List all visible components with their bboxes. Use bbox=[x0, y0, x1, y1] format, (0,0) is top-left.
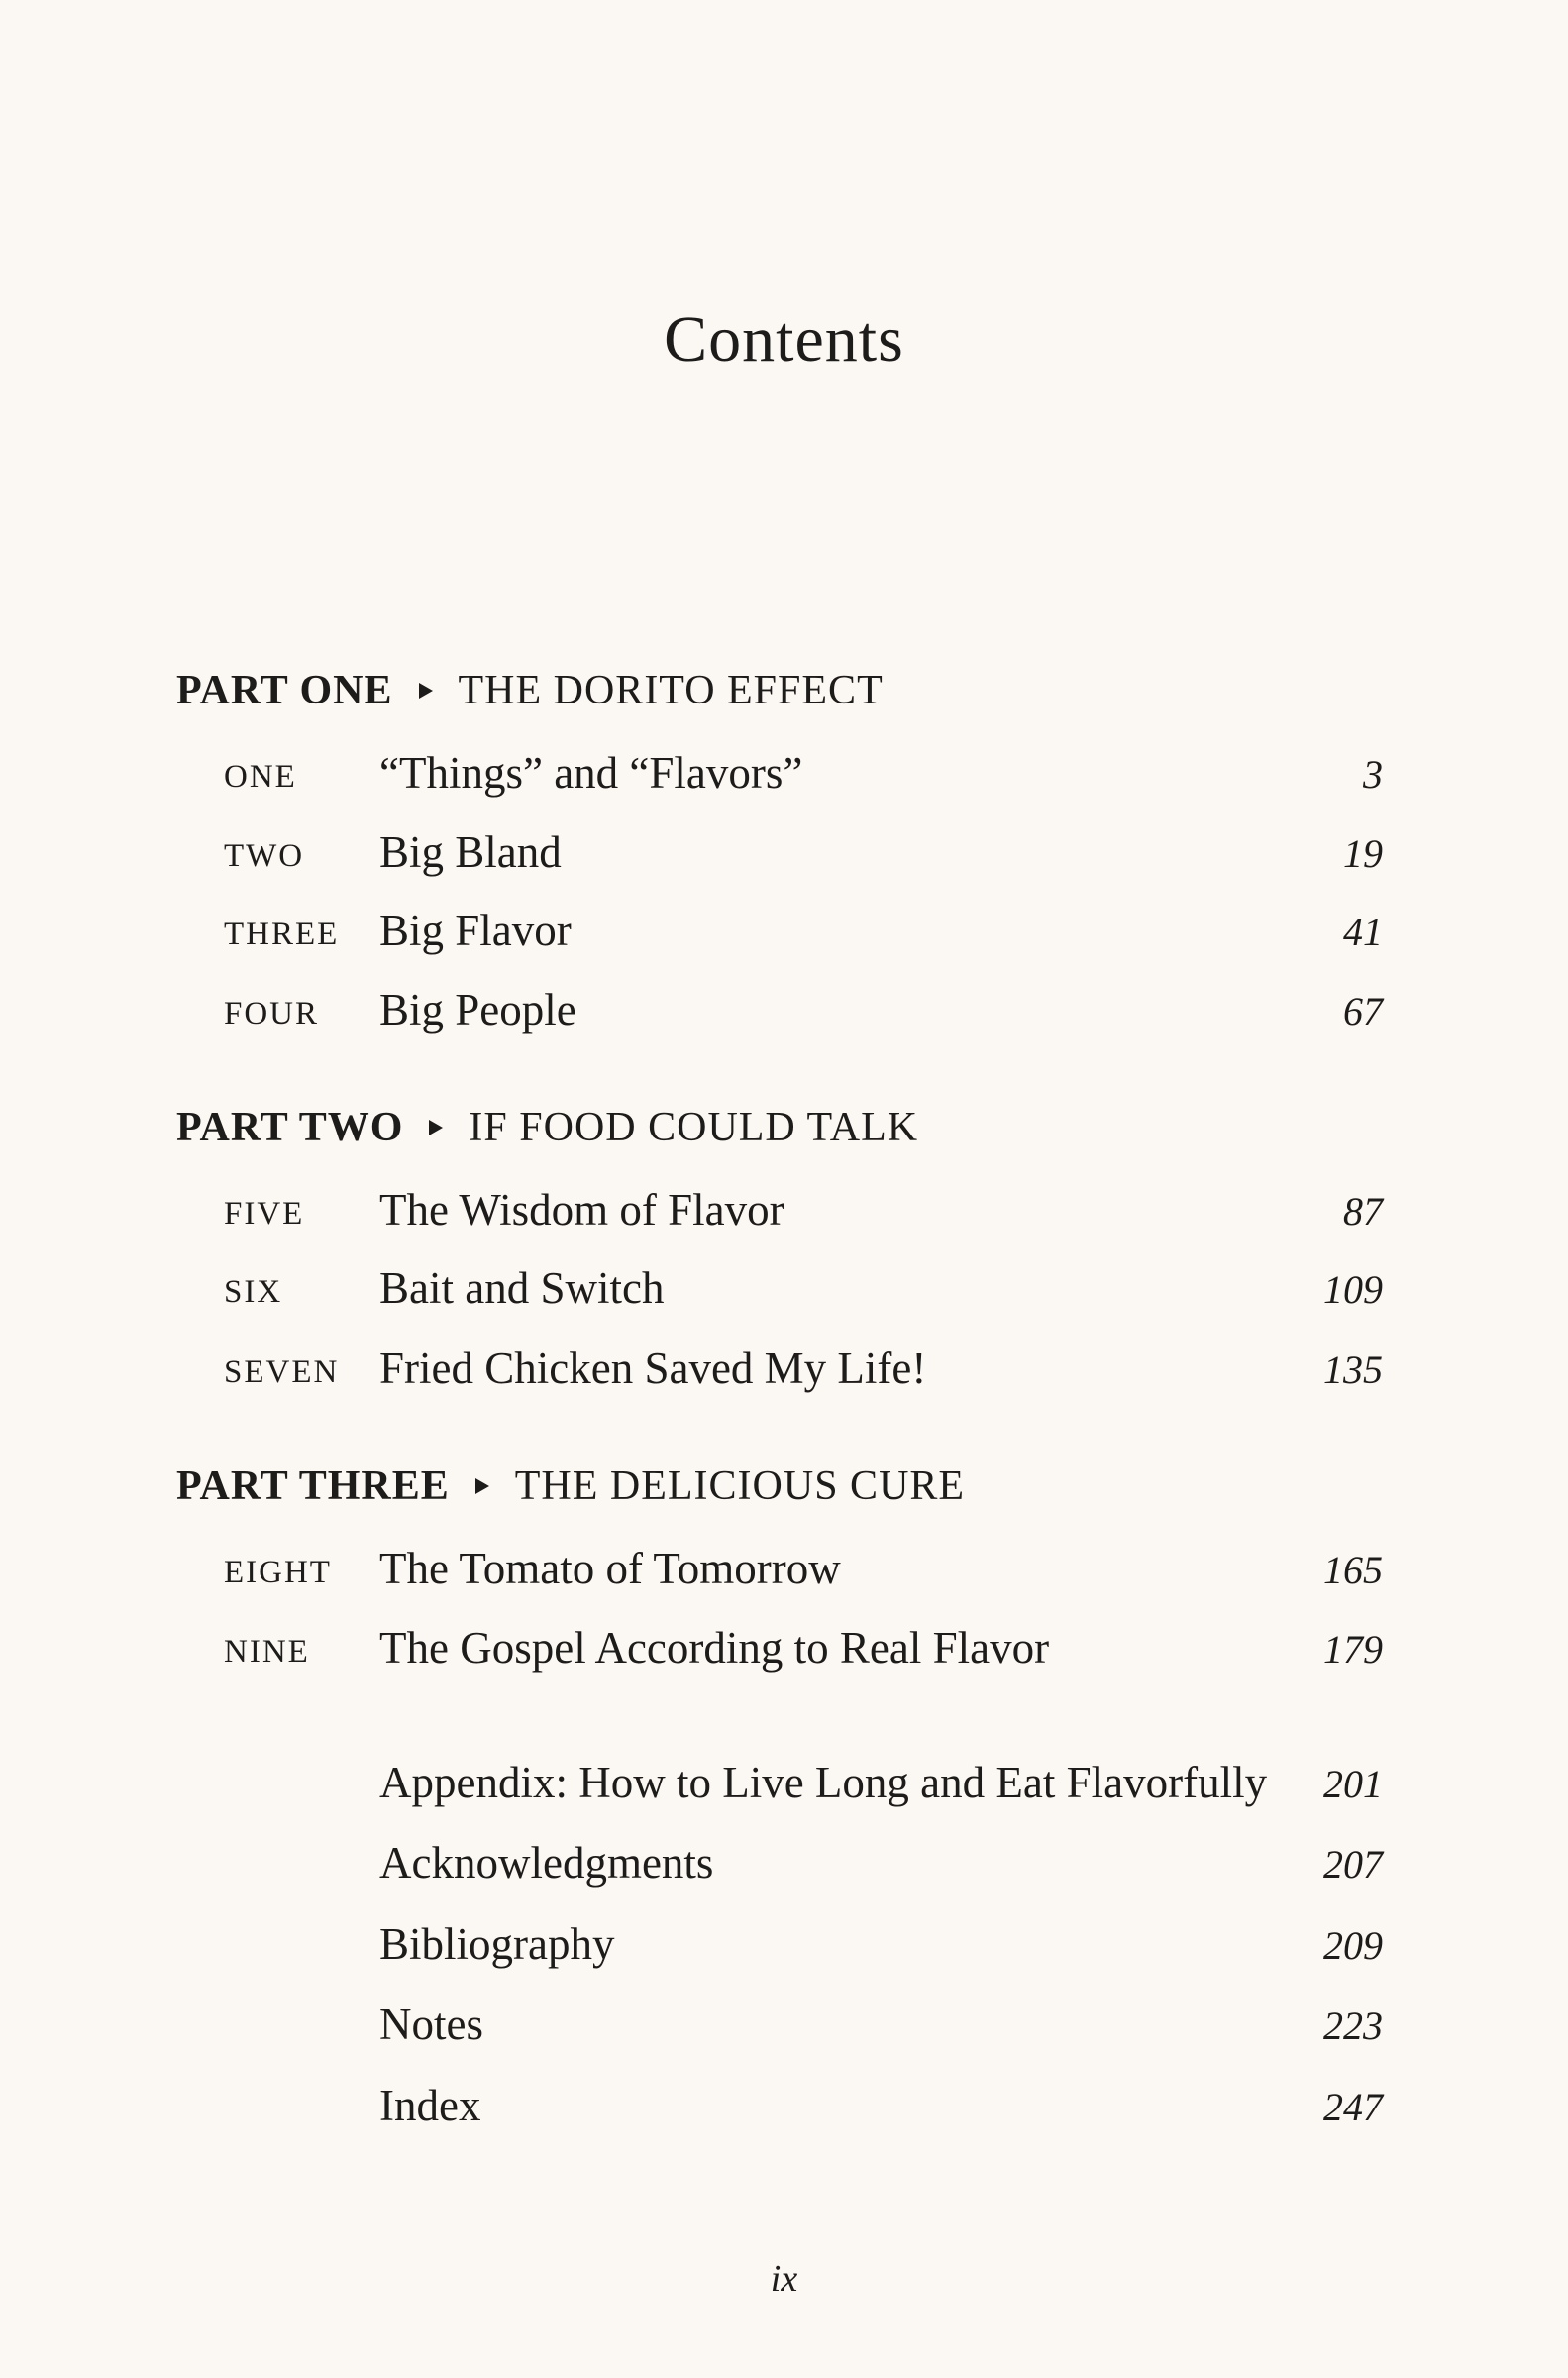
chapter-number: SEVEN bbox=[224, 1354, 340, 1390]
toc-entry-back-matter[interactable] bbox=[0, 1999, 1568, 2058]
toc-entry[interactable] bbox=[0, 1343, 1568, 1402]
chapter-title: The Tomato of Tomorrow bbox=[379, 1544, 841, 1593]
entry-title: Notes bbox=[379, 2000, 483, 2049]
chapter-title: The Wisdom of Flavor bbox=[379, 1185, 784, 1235]
chapter-title: Fried Chicken Saved My Life! bbox=[379, 1344, 927, 1393]
chapter-title: The Gospel According to Real Flavor bbox=[379, 1623, 1050, 1673]
toc-entry[interactable] bbox=[0, 905, 1568, 964]
entry-title: Index bbox=[379, 2081, 481, 2130]
part-label: PART ONE bbox=[176, 668, 393, 713]
page-number: 223 bbox=[1323, 2003, 1383, 2048]
chapter-title: Big People bbox=[379, 985, 576, 1034]
toc-entry-back-matter[interactable] bbox=[0, 1918, 1568, 1978]
triangle-separator-icon bbox=[475, 1478, 489, 1494]
part-name: THE DORITO EFFECT bbox=[458, 668, 884, 713]
page-number: 179 bbox=[1323, 1627, 1383, 1672]
chapter-number: FIVE bbox=[224, 1196, 305, 1232]
chapter-title: Big Flavor bbox=[379, 906, 572, 955]
chapter-title: Big Bland bbox=[379, 827, 562, 877]
toc-entry[interactable] bbox=[0, 1262, 1568, 1322]
chapter-number: NINE bbox=[224, 1634, 310, 1670]
page-number: 135 bbox=[1323, 1348, 1383, 1392]
entry-title: Bibliography bbox=[379, 1919, 615, 1969]
chapter-title: Bait and Switch bbox=[379, 1263, 665, 1313]
chapter-number: THREE bbox=[224, 917, 340, 952]
part-label: PART TWO bbox=[176, 1105, 404, 1150]
triangle-separator-icon bbox=[419, 683, 433, 699]
page-number: 207 bbox=[1323, 1842, 1383, 1887]
toc-entry[interactable] bbox=[0, 747, 1568, 807]
toc-entry-back-matter[interactable] bbox=[0, 1837, 1568, 1896]
page-number: 201 bbox=[1323, 1762, 1383, 1806]
folio-page-number: ix bbox=[770, 2258, 798, 2300]
part-heading-three bbox=[176, 1462, 965, 1510]
toc-entry-back-matter[interactable] bbox=[0, 2080, 1568, 2139]
page-number: 109 bbox=[1323, 1267, 1383, 1312]
part-label: PART THREE bbox=[176, 1463, 450, 1509]
part-heading-two bbox=[176, 1104, 918, 1151]
toc-entry[interactable] bbox=[0, 1184, 1568, 1243]
chapter-number: SIX bbox=[224, 1274, 283, 1310]
toc-entry[interactable] bbox=[0, 1543, 1568, 1602]
part-heading-one bbox=[176, 667, 884, 714]
chapter-number: FOUR bbox=[224, 996, 320, 1031]
toc-entry[interactable] bbox=[0, 1622, 1568, 1681]
chapter-number: EIGHT bbox=[224, 1555, 332, 1590]
page-number: 87 bbox=[1343, 1189, 1383, 1234]
page-number: 3 bbox=[1363, 752, 1383, 797]
chapter-number: TWO bbox=[224, 838, 305, 874]
page-number: 165 bbox=[1323, 1548, 1383, 1592]
page-number: 209 bbox=[1323, 1923, 1383, 1968]
part-name: IF FOOD COULD TALK bbox=[469, 1105, 919, 1150]
page-number: 41 bbox=[1343, 910, 1383, 954]
entry-title: Appendix: How to Live Long and Eat Flavorfully bbox=[379, 1758, 1268, 1807]
part-name: THE DELICIOUS CURE bbox=[514, 1463, 966, 1509]
toc-entry-back-matter[interactable] bbox=[0, 1757, 1568, 1816]
page-number: 19 bbox=[1343, 831, 1383, 876]
chapter-title: “Things” and “Flavors” bbox=[379, 748, 803, 798]
triangle-separator-icon bbox=[429, 1120, 443, 1135]
page-number: 247 bbox=[1323, 2085, 1383, 2129]
page-number: 67 bbox=[1343, 989, 1383, 1033]
chapter-number: ONE bbox=[224, 759, 297, 795]
page-title: Contents bbox=[664, 303, 904, 376]
toc-entry[interactable] bbox=[0, 826, 1568, 886]
entry-title: Acknowledgments bbox=[379, 1838, 714, 1888]
toc-entry[interactable] bbox=[0, 984, 1568, 1043]
